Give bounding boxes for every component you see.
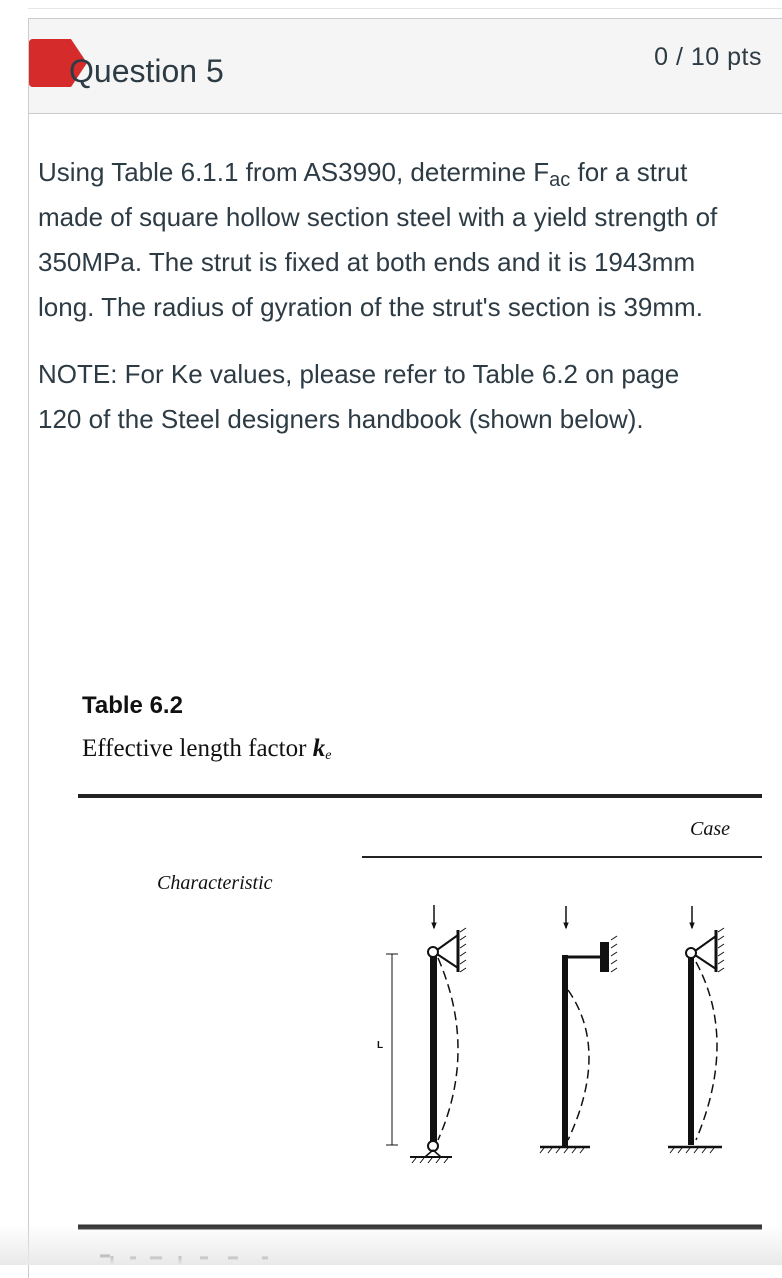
question-header <box>29 19 782 114</box>
question-subscript: ac <box>549 169 571 191</box>
question-text-suffix: for a strut made of square hollow section steel with a yield strength of 350MPa. The strut is fixed at both ends and it is 1943mm long. The radius of gyration of the strut's section is 39mm. <box>38 157 718 322</box>
case-b-diagram <box>540 906 617 1153</box>
question-paragraph-1 <box>38 150 728 330</box>
table-number: Table 6.2 <box>82 692 183 719</box>
table-caption-text: Effective length factor <box>82 735 313 762</box>
table-caption-symbol: k <box>312 735 326 762</box>
length-label: L <box>377 1040 384 1051</box>
case-c-diagram <box>668 906 724 1153</box>
characteristic-label: Characteristic <box>157 872 273 894</box>
question-points: 0 / 10 pts <box>654 43 762 71</box>
question-paragraph-2: NOTE: For Ke values, please refer to Table 6.2 on page 120 of the Steel designers handbook (shown below). <box>38 359 680 434</box>
case-header: Case <box>690 818 730 840</box>
top-divider <box>28 8 782 9</box>
question-title: Question 5 <box>69 53 224 89</box>
effective-length-table-figure <box>0 770 782 1265</box>
bottom-scroll-shadow <box>0 1225 782 1265</box>
table-caption-subscript: e <box>325 748 332 763</box>
question-body <box>38 150 728 464</box>
table-caption <box>82 735 331 763</box>
case-a-diagram <box>386 905 466 1163</box>
question-text-prefix: Using Table 6.1.1 from AS3990, determine F <box>38 157 550 187</box>
